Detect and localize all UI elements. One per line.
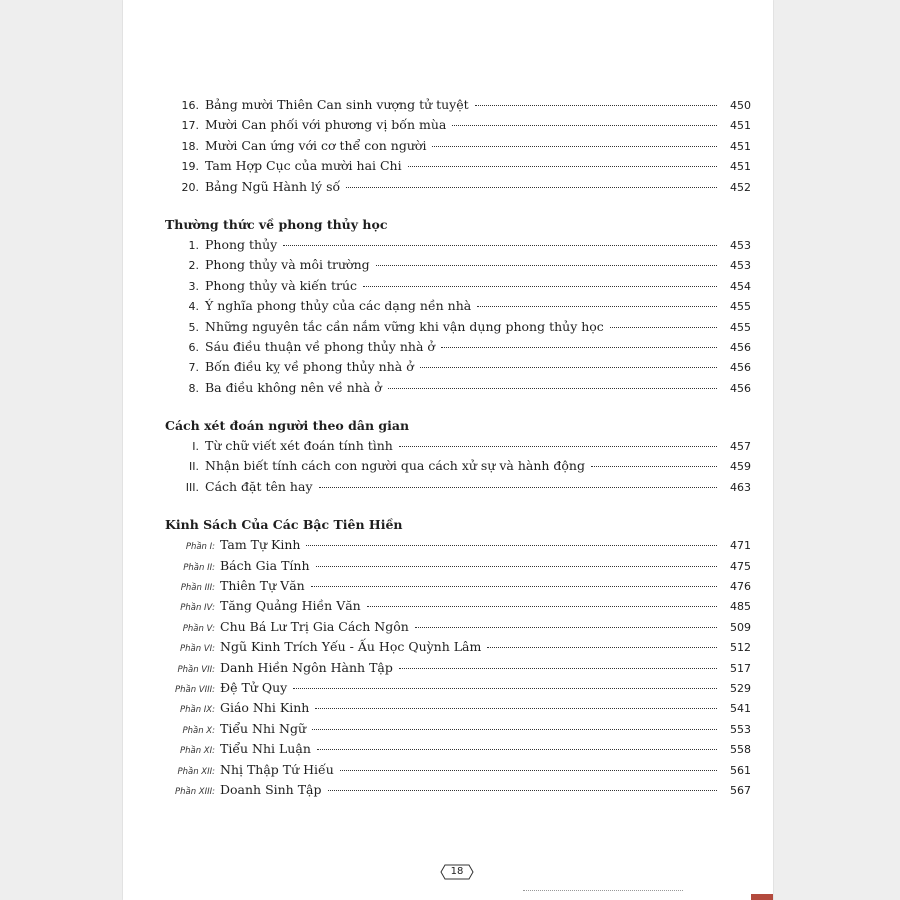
entry-title: Ý nghĩa phong thủy của các dạng nền nhà [205,298,472,314]
dot-leader [317,737,717,750]
entry-page-number: 457 [730,440,751,454]
dot-leader [312,717,717,730]
toc-entry[interactable] [165,617,751,637]
entry-title: Đệ Tử Quy [220,679,288,695]
entry-title: Phong thủy và kiến trúc [205,277,357,293]
entry-page-number: 451 [730,139,751,153]
dot-leader [432,134,717,147]
table-of-contents [165,95,751,800]
entry-title: Sáu điều thuận về phong thủy nhà ở [205,338,435,354]
section-spacer [165,398,751,416]
entry-page-number: 452 [730,180,751,194]
dot-leader [328,778,717,791]
entry-title: Tiểu Nhi Ngữ [220,720,306,736]
toc-entry[interactable] [165,556,751,576]
dot-leader [399,656,717,669]
entry-title: Cách đặt tên hay [205,478,313,494]
entry-part-label: Phần VI: [180,644,215,655]
dot-leader [475,93,717,106]
entry-page-number: 485 [730,600,751,614]
entry-title: Ngũ Kinh Trích Yếu - Ấu Học Quỳnh Lâm [220,639,482,655]
toc-entry[interactable] [165,136,751,156]
toc-entry[interactable] [165,115,751,135]
footer-divider [523,890,683,892]
entry-page-number: 561 [730,763,751,777]
entry-page-number: 517 [730,661,751,675]
entry-page-number: 456 [730,340,751,354]
entry-part-label: Phần III: [180,583,215,594]
dot-leader [340,758,717,771]
dot-leader [306,533,717,546]
dot-leader [591,454,717,467]
dot-leader [376,253,717,266]
entry-part-label: Phần I: [185,542,215,553]
entry-page-number: 512 [730,641,751,655]
toc-entry[interactable] [165,780,751,800]
entry-page-number: 451 [730,160,751,174]
toc-entry[interactable] [165,637,751,657]
toc-entry[interactable] [165,177,751,197]
entry-number: III. [185,480,199,494]
dot-leader [452,113,717,126]
entry-number: 16. [181,99,199,112]
toc-section [165,416,751,497]
entry-page-number: 459 [730,460,751,474]
page-number-badge [440,864,474,880]
entry-page-number: 451 [730,119,751,133]
dot-leader [293,676,717,689]
dot-leader [399,434,717,447]
toc-entry[interactable] [165,357,751,377]
entry-page-number: 456 [730,361,751,375]
entry-part-label: Phần VIII: [174,684,215,695]
entry-title: Nhị Thập Tứ Hiếu [220,761,334,777]
page-number: 18 [450,866,464,877]
toc-entry[interactable] [165,436,751,456]
entry-page-number: 456 [730,381,751,395]
entry-title: Phong thủy và môi trường [205,257,370,273]
toc-entry[interactable] [165,576,751,596]
entry-number: I. [192,440,199,454]
entry-page-number: 471 [730,539,751,553]
entry-part-label: Phần IX: [179,705,215,716]
entry-title: Bách Gia Tính [220,557,310,573]
dot-leader [441,335,717,348]
entry-title: Bảng mười Thiên Can sinh vượng tử tuyệt [205,97,469,112]
toc-section [165,95,751,197]
entry-part-label: Phần XI: [179,746,215,757]
entry-title: Bảng Ngũ Hành lý số [205,178,341,194]
entry-title: Chu Bá Lư Trị Gia Cách Ngôn [220,618,409,634]
entry-page-number: 567 [730,783,751,797]
entry-page-number: 453 [730,238,751,252]
entry-number: 1. [188,238,199,252]
entry-page-number: 454 [730,279,751,293]
entry-title: Mười Can phối với phương vị bốn mùa [205,117,447,133]
dot-leader [311,574,717,587]
toc-entry[interactable] [165,596,751,616]
entry-page-number: 450 [730,99,751,112]
entry-number: 2. [188,259,199,273]
entry-title: Từ chữ viết xét đoán tính tình [205,438,393,454]
dot-leader [367,594,717,607]
entry-page-number: 455 [730,300,751,314]
entry-title: Tiểu Nhi Luận [220,741,311,757]
toc-entry[interactable] [165,296,751,316]
entry-number: 6. [188,340,199,354]
dot-leader [487,635,717,648]
section-spacer [165,197,751,215]
dot-leader [283,233,717,246]
entry-part-label: Phần V: [182,623,215,634]
entry-title: Giáo Nhi Kinh [220,700,310,716]
toc-entry[interactable] [165,477,751,497]
entry-page-number: 475 [730,559,751,573]
entry-title: Ba điều không nên về nhà ở [205,379,382,395]
entry-number: 3. [188,279,199,293]
entry-number: 5. [188,320,199,334]
dot-leader [420,355,717,368]
entry-number: 4. [188,300,199,314]
entry-part-label: Phần X: [182,725,215,736]
section-spacer [165,497,751,515]
toc-entry[interactable] [165,658,751,678]
toc-entry[interactable] [165,739,751,759]
entry-page-number: 529 [730,681,751,695]
entry-part-label: Phần XII: [177,766,215,777]
entry-title: Doanh Sinh Tập [220,781,322,797]
toc-entry[interactable] [165,337,751,357]
toc-section [165,515,751,800]
entry-page-number: 476 [730,580,751,594]
entry-title: Danh Hiền Ngôn Hành Tập [220,659,393,675]
entry-number: 8. [188,381,199,395]
toc-entry[interactable] [165,255,751,275]
toc-entry[interactable] [165,156,751,176]
entry-part-label: Phần IV: [180,603,215,614]
toc-entry[interactable] [165,678,751,698]
entry-number: 7. [188,361,199,375]
dot-leader [363,274,717,287]
entry-title: Tam Hợp Cục của mười hai Chi [205,158,402,174]
entry-page-number: 558 [730,743,751,757]
entry-title: Tăng Quảng Hiền Văn [220,598,361,614]
entry-page-number: 453 [730,259,751,273]
toc-entry[interactable] [165,317,751,337]
toc-entry[interactable] [165,276,751,296]
entry-number: 20. [181,180,199,194]
dot-leader [408,154,717,167]
toc-entry[interactable] [165,235,751,255]
toc-section [165,215,751,398]
toc-entry[interactable] [165,719,751,739]
entry-title: Thiên Tự Văn [220,578,305,594]
entry-number: 17. [181,119,199,133]
toc-entry[interactable] [165,95,751,115]
toc-entry[interactable] [165,378,751,398]
dot-leader [316,554,717,567]
entry-part-label: Phần VII: [177,664,215,675]
entry-page-number: 463 [730,480,751,494]
dot-leader [315,696,717,709]
entry-page-number: 455 [730,320,751,334]
toc-entry[interactable] [165,535,751,555]
toc-entry[interactable] [165,456,751,476]
section-title: Cách xét đoán người theo dân gian [165,418,410,434]
section-title: Thường thức về phong thủy học [165,216,388,232]
dot-leader [388,376,717,389]
entry-title: Mười Can ứng với cơ thể con người [205,137,427,153]
dot-leader [610,315,717,328]
entry-title: Nhận biết tính cách con người qua cách xử sự và hành động [205,458,585,474]
toc-entry[interactable] [165,760,751,780]
entry-page-number: 553 [730,722,751,736]
entry-title: Những nguyên tắc cần nắm vững khi vận dụng phong thủy học [205,318,604,334]
edge-color-mark [751,894,773,900]
toc-entry[interactable] [165,698,751,718]
dot-leader [477,294,717,307]
entry-part-label: Phần XIII: [174,786,215,797]
entry-number: 19. [181,160,199,174]
entry-page-number: 541 [730,702,751,716]
entry-number: 18. [181,139,199,153]
entry-title: Tam Tự Kinh [220,537,301,553]
dot-leader [319,475,717,488]
dot-leader [415,615,717,628]
section-title: Kinh Sách Của Các Bậc Tiên Hiền [165,517,403,533]
entry-number: II. [189,460,199,474]
entry-title: Phong thủy [205,236,278,252]
book-page [123,0,773,900]
entry-part-label: Phần II: [183,562,215,573]
entry-title: Bốn điều kỵ về phong thủy nhà ở [205,359,414,375]
entry-page-number: 509 [730,620,751,634]
dot-leader [346,175,717,188]
